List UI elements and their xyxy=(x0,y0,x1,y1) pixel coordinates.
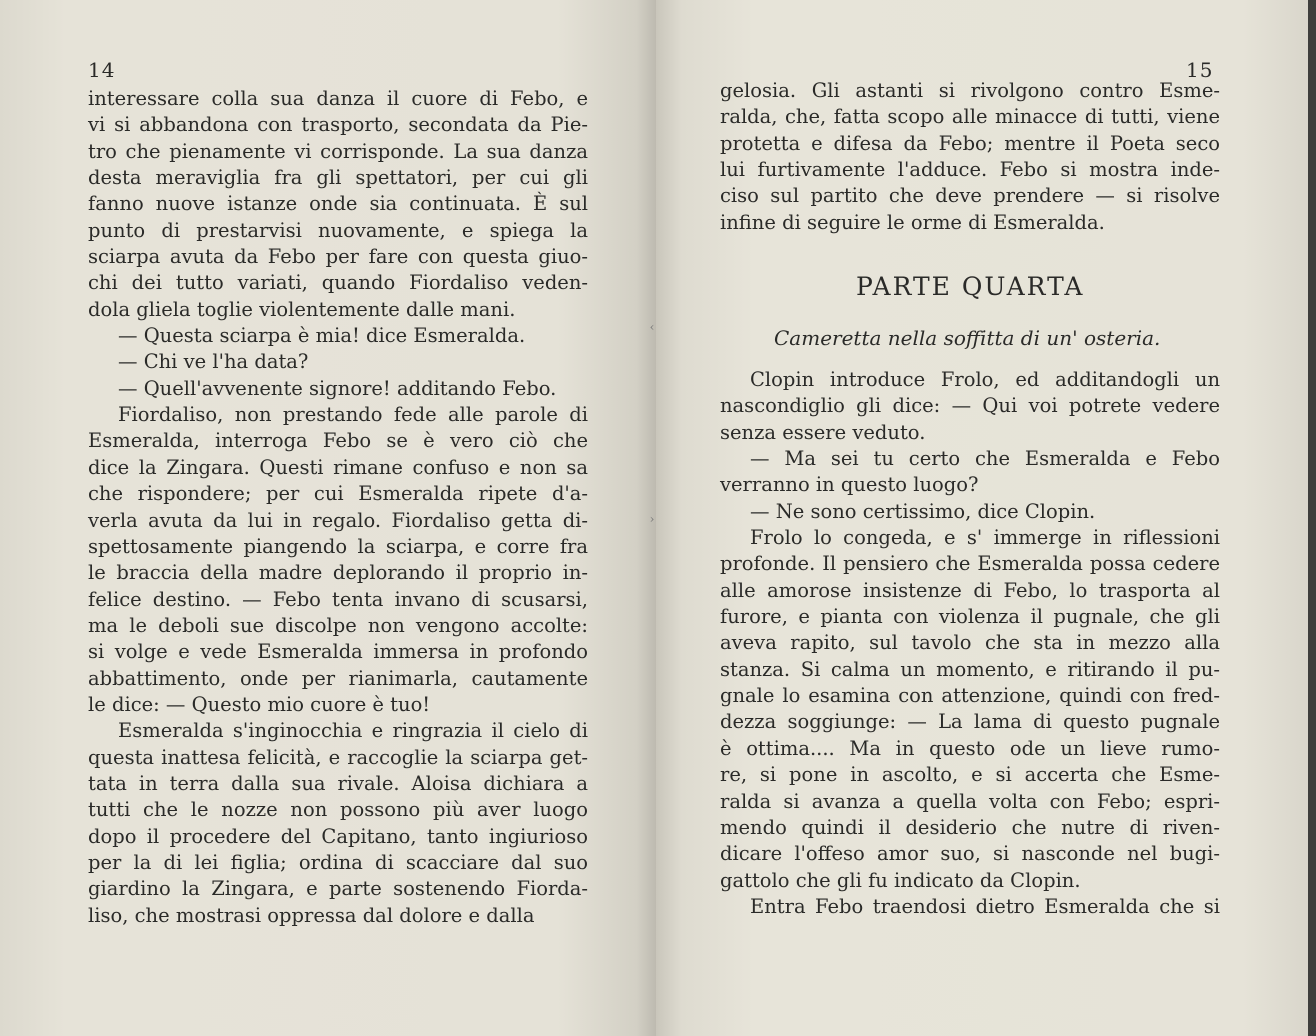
text-line: Fiordaliso, non prestando fede alle parole di xyxy=(118,403,588,427)
text-line: lui furtivamente l'adduce. Febo si mostra inde- xyxy=(720,158,1220,182)
text-line: — Chi ve l'ha data? xyxy=(118,350,309,374)
text-line: gattolo che gli fu indicato da Clopin. xyxy=(720,868,1081,892)
text-line: dezza soggiunge: — La lama di questo pugnale xyxy=(720,710,1220,734)
page-edge xyxy=(1308,0,1316,1036)
text-line: re, si pone in ascolto, e si accerta che Esme- xyxy=(720,763,1220,787)
text-line: verranno in questo luogo? xyxy=(720,473,979,497)
text-line: giardino la Zingara, e parte sostenendo Fiorda- xyxy=(88,877,588,901)
right-page-text-bottom xyxy=(720,367,1220,920)
text-line: le dice: — Questo mio cuore è tuo! xyxy=(88,692,431,716)
text-line: abbattimento, onde per rianimarla, cautamente xyxy=(88,666,588,690)
text-line: spettosamente piangendo la sciarpa, e corre fra xyxy=(88,534,588,558)
text-line: interessare colla sua danza il cuore di Febo, e xyxy=(88,87,588,110)
text-line: gnale lo esamina con attenzione, quindi con fred- xyxy=(720,684,1220,708)
text-line: alle amorose insistenze di Febo, lo trasporta al xyxy=(720,578,1220,602)
text-line: dopo il procedere del Capitano, tanto ingiurioso xyxy=(88,824,588,848)
text-line: desta meraviglia fra gli spettatori, per cui gli xyxy=(88,166,588,190)
text-line: verla avuta da lui in regalo. Fiordaliso getta di- xyxy=(88,508,588,532)
left-page-text xyxy=(88,86,588,929)
text-line: ciso sul partito che deve prendere — si risolve xyxy=(720,184,1220,208)
text-line: si volge e vede Esmeralda immersa in profondo xyxy=(88,640,588,664)
right-page xyxy=(656,0,1308,1036)
text-line: mendo quindi il desiderio che nutre di riven- xyxy=(720,815,1220,839)
text-line: — Quell'avvenente signore! additando Febo. xyxy=(118,376,557,400)
text-line: tro che pienamente vi corrisponde. La sua danza xyxy=(88,139,588,163)
text-line: aveva rapito, sul tavolo che sta in mezzo alla xyxy=(720,631,1220,655)
left-page xyxy=(0,0,656,1036)
text-line: liso, che mostrasi oppressa dal dolore e dalla xyxy=(88,903,535,927)
text-line: felice destino. — Febo tenta invano di scusarsi, xyxy=(88,587,588,611)
text-line: nascondiglio gli dice: — Qui voi potrete vedere xyxy=(720,394,1220,418)
text-line: vi si abbandona con trasporto, secondata da Pie- xyxy=(88,113,588,137)
scene-subheading: Cameretta nella soffitta di un' osteria. xyxy=(774,326,1161,350)
binding-mark: › xyxy=(649,512,655,526)
text-line: punto di prestarvisi nuovamente, e spiega la xyxy=(88,218,588,242)
right-page-text-top xyxy=(720,78,1220,236)
text-line: chi dei tutto variati, quando Fiordaliso veden- xyxy=(88,271,588,295)
text-line: — Ma sei tu certo che Esmeralda e Febo xyxy=(750,447,1220,471)
text-line: ralda, che, fatta scopo alle minacce di tutti, viene xyxy=(720,105,1220,129)
text-line: sciarpa avuta da Febo per fare con questa giuo- xyxy=(88,245,588,269)
text-line: per la di lei figlia; ordina di scacciare dal suo xyxy=(88,850,588,874)
text-line: tutti che le nozze non possono più aver luogo xyxy=(88,798,588,822)
text-line: le braccia della madre deplorando il proprio in- xyxy=(88,561,588,585)
text-line: infine di seguire le orme di Esmeralda. xyxy=(720,210,1105,234)
text-line: gelosia. Gli astanti si rivolgono contro Esme- xyxy=(720,79,1220,102)
text-line: ralda si avanza a quella volta con Febo; espri- xyxy=(720,789,1220,813)
text-line: è ottima.... Ma in questo ode un lieve rumo- xyxy=(720,736,1220,760)
text-line: dicare l'offeso amor suo, si nasconde nel bugi- xyxy=(720,842,1220,866)
binding-mark: ‹ xyxy=(649,320,655,334)
text-line: dola gliela toglie violentemente dalle mani. xyxy=(88,297,516,321)
text-line: questa inattesa felicità, e raccoglie la sciarpa get- xyxy=(88,745,588,769)
text-line: Clopin introduce Frolo, ed additandogli un xyxy=(750,368,1220,391)
text-line: — Questa sciarpa è mia! dice Esmeralda. xyxy=(118,324,526,348)
text-line: tata in terra dalla sua rivale. Aloisa dichiara a xyxy=(88,771,588,795)
page-number-right: 15 xyxy=(1186,58,1214,82)
text-line: dice la Zingara. Questi rimane confuso e non sa xyxy=(88,455,588,479)
text-line: Frolo lo congeda, e s' immerge in riflessioni xyxy=(750,526,1220,550)
text-line: senza essere veduto. xyxy=(720,420,926,444)
text-line: stanza. Si calma un momento, e ritirando il pu- xyxy=(720,657,1220,681)
text-line: — Ne sono certissimo, dice Clopin. xyxy=(750,499,1096,523)
text-line: protetta e difesa da Febo; mentre il Poeta seco xyxy=(720,131,1220,155)
text-line: che rispondere; per cui Esmeralda ripete d'a- xyxy=(88,482,588,506)
text-line: furore, e pianta con violenza il pugnale, che gli xyxy=(720,605,1220,629)
text-line: Esmeralda s'inginocchia e ringrazia il cielo di xyxy=(118,719,588,743)
text-line: Entra Febo traendosi dietro Esmeralda che si xyxy=(750,894,1220,918)
text-line: Esmeralda, interroga Febo se è vero ciò che xyxy=(88,429,588,453)
page-number-left: 14 xyxy=(88,58,116,82)
text-line: ma le deboli sue discolpe non vengono accolte: xyxy=(88,613,588,637)
text-line: fanno nuove istanze onde sia continuata. È sul xyxy=(88,192,588,216)
section-heading: PARTE QUARTA xyxy=(856,272,1085,301)
text-line: profonde. Il pensiero che Esmeralda possa cedere xyxy=(720,552,1220,576)
